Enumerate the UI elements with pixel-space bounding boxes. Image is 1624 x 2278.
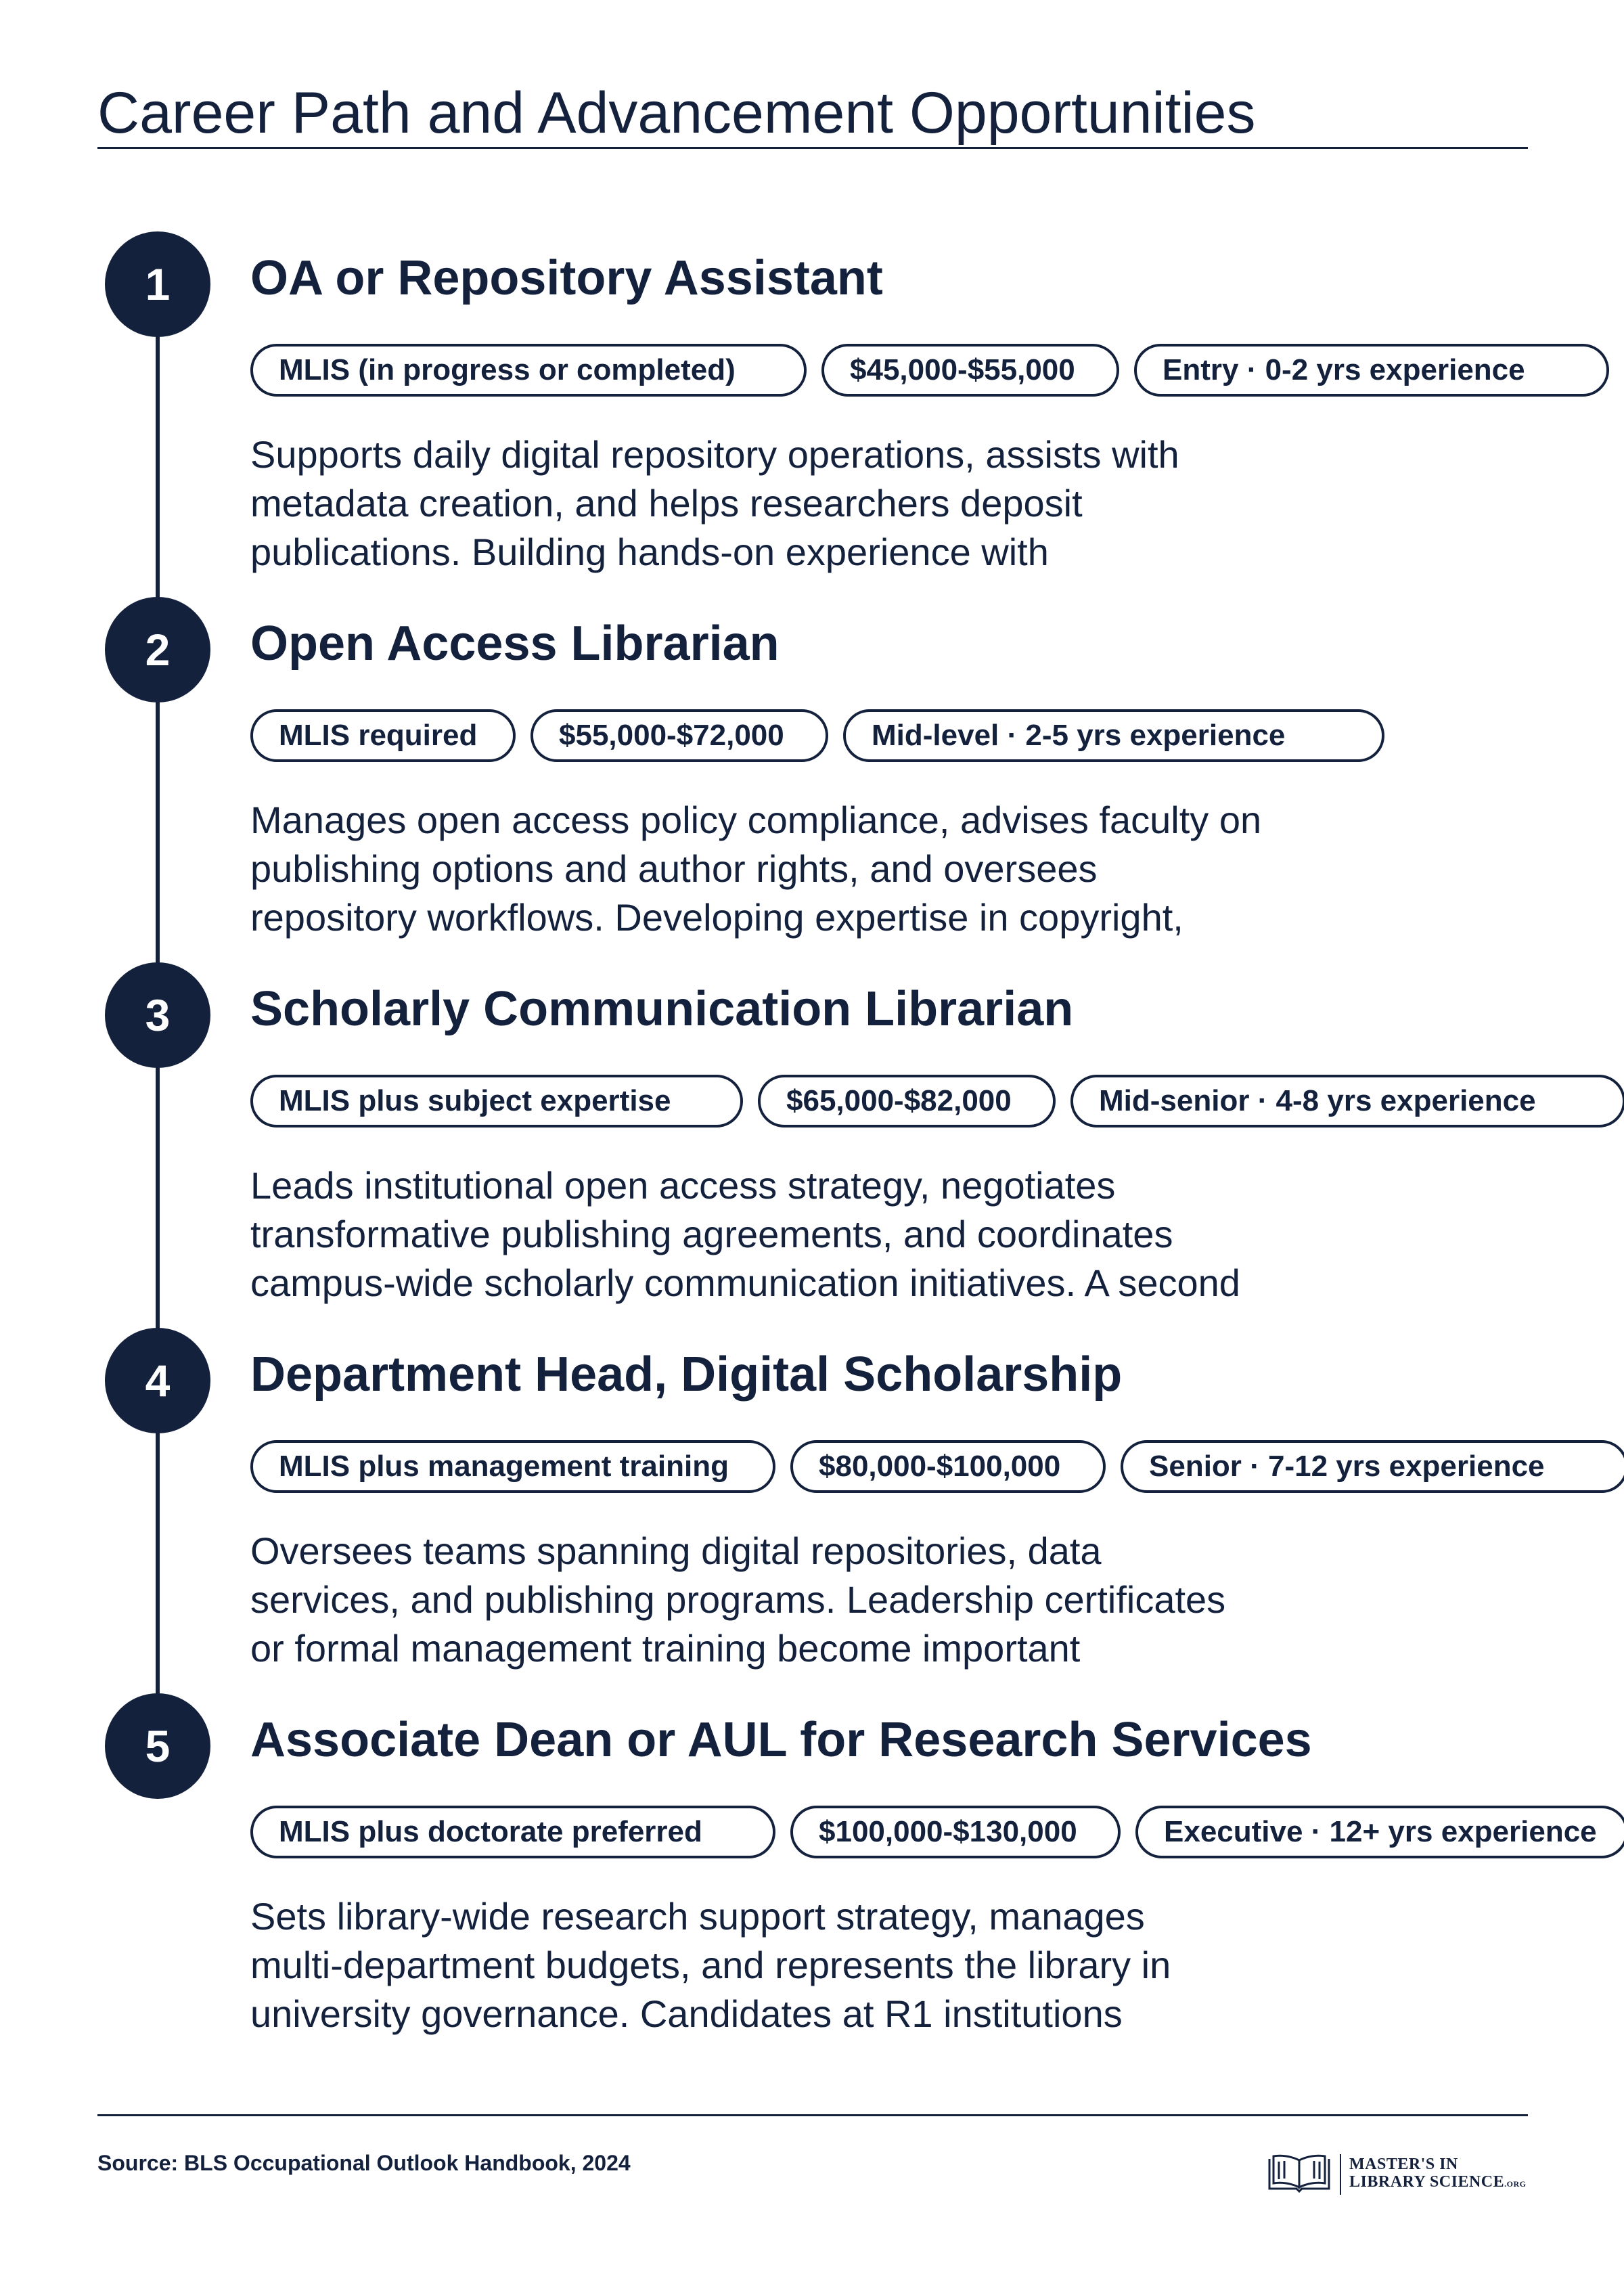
step-number-badge: 5: [105, 1693, 210, 1799]
step-description: Manages open access policy compliance, advises faculty on publishing options and author rights, and oversees repository workflows. Developing expertise in copyright,: [250, 799, 1262, 939]
experience-tag: Entry · 0-2 yrs experience: [1134, 344, 1609, 397]
career-step-1: [0, 231, 1624, 583]
header-divider: [97, 147, 1528, 149]
career-step-2: [0, 597, 1624, 949]
step-tags: [250, 709, 1384, 762]
step-description: Oversees teams spanning digital repositories, data services, and publishing programs. Leadership certificates or formal management training become important: [250, 1529, 1226, 1670]
career-step-5: [0, 1693, 1624, 2045]
step-title: Department Head, Digital Scholarship: [250, 1347, 1123, 1402]
education-tag: MLIS required: [250, 709, 516, 762]
source-note: Source: BLS Occupational Outlook Handbook, 2024: [97, 2151, 631, 2175]
career-step-3: [0, 962, 1624, 1314]
step-number-badge: 4: [105, 1328, 210, 1433]
logo-line-1: MASTER'S IN: [1349, 2156, 1458, 2173]
step-description: Supports daily digital repository operations, assists with metadata creation, and helps researchers deposit publications. Building hands-on experience with: [250, 433, 1179, 573]
salary-tag: $80,000-$100,000: [790, 1440, 1106, 1493]
logo-divider: [1340, 2154, 1341, 2195]
career-step-4: [0, 1328, 1624, 1680]
experience-tag: Executive · 12+ yrs experience: [1135, 1806, 1624, 1858]
step-number-badge: 3: [105, 962, 210, 1068]
education-tag: MLIS (in progress or completed): [250, 344, 807, 397]
step-tags: [250, 344, 1609, 397]
step-title: Open Access Librarian: [250, 617, 780, 671]
logo-wordmark: [1349, 2156, 1527, 2193]
step-description: Leads institutional open access strategy, negotiates transformative publishing agreements, and coordinates campus-wide scholarly communication initiatives. A second: [250, 1164, 1240, 1304]
open-book-icon: [1267, 2152, 1332, 2196]
step-title: Scholarly Communication Librarian: [250, 982, 1074, 1036]
site-logo[interactable]: [1267, 2152, 1527, 2196]
logo-suffix: .ORG: [1504, 2179, 1527, 2189]
step-tags: [250, 1806, 1624, 1858]
page-title: Career Path and Advancement Opportunities: [97, 80, 1256, 146]
step-number-badge: 2: [105, 597, 210, 702]
salary-tag: $65,000-$82,000: [758, 1075, 1056, 1127]
step-tags: [250, 1075, 1624, 1127]
education-tag: MLIS plus doctorate preferred: [250, 1806, 775, 1858]
experience-tag: Mid-level · 2-5 yrs experience: [843, 709, 1384, 762]
footer-divider: [97, 2114, 1528, 2116]
education-tag: MLIS plus management training: [250, 1440, 775, 1493]
education-tag: MLIS plus subject expertise: [250, 1075, 743, 1127]
step-number-badge: 1: [105, 231, 210, 337]
salary-tag: $45,000-$55,000: [821, 344, 1119, 397]
step-description: Sets library-wide research support strategy, manages multi-department budgets, and represents the library in university governance. Candidates at R1 institutions: [250, 1895, 1171, 2035]
step-tags: [250, 1440, 1624, 1493]
salary-tag: $100,000-$130,000: [790, 1806, 1121, 1858]
experience-tag: Mid-senior · 4-8 yrs experience: [1070, 1075, 1624, 1127]
logo-line-2: LIBRARY SCIENCE: [1349, 2173, 1505, 2191]
experience-tag: Senior · 7-12 yrs experience: [1121, 1440, 1624, 1493]
step-title: Associate Dean or AUL for Research Services: [250, 1713, 1312, 1767]
salary-tag: $55,000-$72,000: [531, 709, 828, 762]
step-title: OA or Repository Assistant: [250, 251, 883, 305]
